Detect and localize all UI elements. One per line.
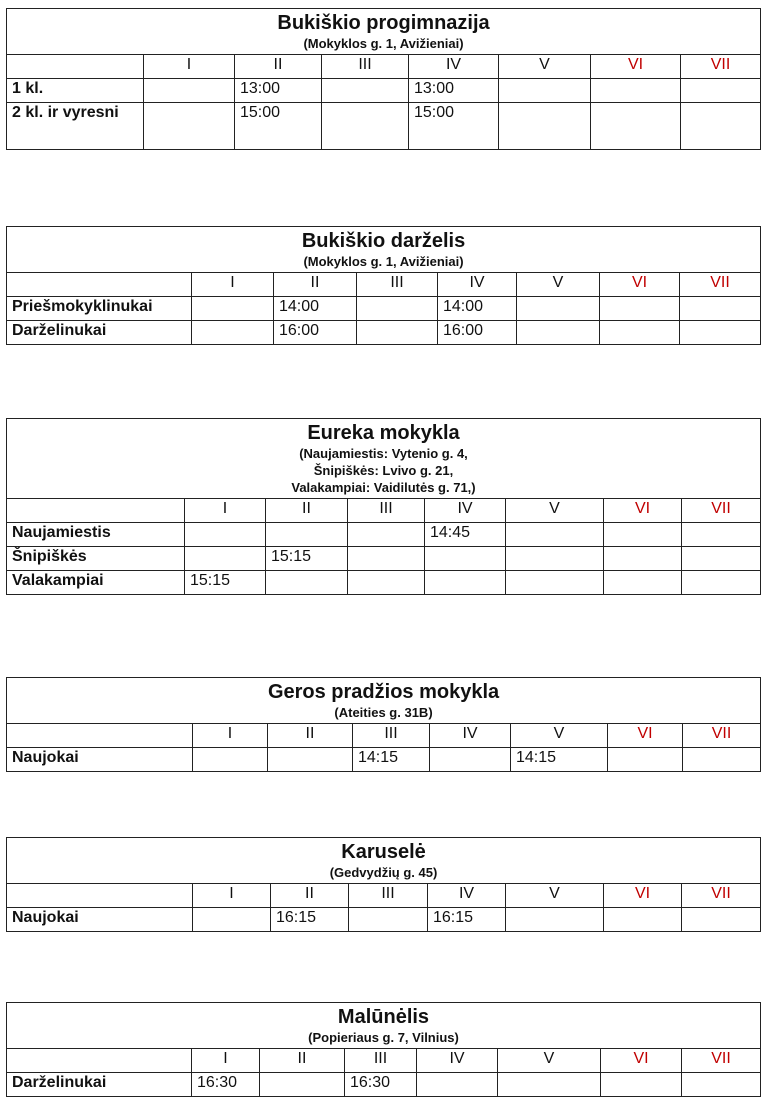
time-cell xyxy=(417,1073,498,1097)
day-5: V xyxy=(506,884,604,908)
time-cell: 14:00 xyxy=(274,297,357,321)
time-cell xyxy=(430,748,511,772)
school-address: (Popieriaus g. 7, Vilnius) xyxy=(308,1030,459,1045)
table-row xyxy=(7,321,761,345)
day-2: II xyxy=(274,273,357,297)
time-cell xyxy=(680,297,761,321)
time-cell: 16:30 xyxy=(345,1073,417,1097)
table-header xyxy=(7,838,761,884)
day-5: V xyxy=(511,724,608,748)
school-title: Karuselė xyxy=(341,841,426,863)
time-cell: 15:15 xyxy=(185,571,266,595)
table-row xyxy=(7,748,761,772)
day-1: I xyxy=(192,273,274,297)
day-5: V xyxy=(498,1049,601,1073)
day-2: II xyxy=(268,724,353,748)
time-cell: 14:00 xyxy=(438,297,517,321)
time-cell xyxy=(266,571,348,595)
table-header xyxy=(7,1003,761,1049)
time-cell xyxy=(499,79,591,103)
corner-cell xyxy=(7,499,185,523)
day-7: VII xyxy=(680,273,761,297)
day-3: III xyxy=(345,1049,417,1073)
day-6: VI xyxy=(604,499,682,523)
schedule-table-bukiskio-darzelis xyxy=(6,226,761,345)
day-4: IV xyxy=(428,884,506,908)
table-header xyxy=(7,678,761,724)
day-1: I xyxy=(193,724,268,748)
row-label: Darželinukai xyxy=(7,1073,192,1097)
row-label: Naujokai xyxy=(7,908,193,932)
time-cell xyxy=(506,571,604,595)
day-3: III xyxy=(349,884,428,908)
day-2: II xyxy=(260,1049,345,1073)
table-header xyxy=(7,227,761,273)
time-cell xyxy=(425,571,506,595)
time-cell: 16:00 xyxy=(274,321,357,345)
time-cell: 14:15 xyxy=(511,748,608,772)
time-cell xyxy=(591,103,681,150)
corner-cell xyxy=(7,273,192,297)
day-6: VI xyxy=(604,884,682,908)
time-cell xyxy=(193,748,268,772)
day-1: I xyxy=(192,1049,260,1073)
day-3: III xyxy=(348,499,425,523)
day-6: VI xyxy=(600,273,680,297)
row-label: Valakampiai xyxy=(7,571,185,595)
time-cell xyxy=(268,748,353,772)
day-1: I xyxy=(193,884,271,908)
time-cell xyxy=(425,547,506,571)
time-cell xyxy=(506,908,604,932)
day-5: V xyxy=(499,55,591,79)
school-address: (Gedvydžių g. 45) xyxy=(329,865,438,880)
time-cell: 16:15 xyxy=(271,908,349,932)
corner-cell xyxy=(7,884,193,908)
schedule-table-eureka-mokykla xyxy=(6,418,761,595)
time-cell xyxy=(499,103,591,150)
time-cell: 13:00 xyxy=(409,79,499,103)
day-4: IV xyxy=(417,1049,498,1073)
table-row xyxy=(7,79,761,103)
time-cell: 16:30 xyxy=(192,1073,260,1097)
school-address-line-2: Šnipiškės: Lvivo g. 21, xyxy=(313,463,454,478)
day-3: III xyxy=(353,724,430,748)
row-label: Naujamiestis xyxy=(7,523,185,547)
time-cell xyxy=(683,748,761,772)
schedule-table-malunelis xyxy=(6,1002,761,1097)
school-address: (Mokyklos g. 1, Avižieniai) xyxy=(303,254,464,269)
table-row xyxy=(7,547,761,571)
time-cell xyxy=(266,523,348,547)
school-address: (Mokyklos g. 1, Avižieniai) xyxy=(303,36,464,51)
school-title: Bukiškio darželis xyxy=(301,230,466,252)
time-cell xyxy=(604,908,682,932)
day-2: II xyxy=(266,499,348,523)
day-7: VII xyxy=(683,724,761,748)
time-cell xyxy=(192,297,274,321)
day-7: VII xyxy=(682,884,761,908)
day-6: VI xyxy=(608,724,683,748)
schedule-table-karusele xyxy=(6,837,761,932)
school-title: Geros pradžios mokykla xyxy=(267,681,500,703)
time-cell xyxy=(517,321,600,345)
day-7: VII xyxy=(682,499,761,523)
time-cell xyxy=(600,321,680,345)
time-cell xyxy=(682,908,761,932)
time-cell xyxy=(591,79,681,103)
day-5: V xyxy=(517,273,600,297)
corner-cell xyxy=(7,724,193,748)
time-cell xyxy=(517,297,600,321)
time-cell xyxy=(144,79,235,103)
table-row xyxy=(7,103,761,150)
time-cell xyxy=(682,571,761,595)
time-cell: 14:45 xyxy=(425,523,506,547)
table-row xyxy=(7,571,761,595)
time-cell xyxy=(357,297,438,321)
row-label: Darželinukai xyxy=(7,321,192,345)
day-4: IV xyxy=(409,55,499,79)
day-2: II xyxy=(271,884,349,908)
day-header-row xyxy=(7,499,761,523)
time-cell: 16:15 xyxy=(428,908,506,932)
time-cell xyxy=(144,103,235,150)
school-address-line-3: Valakampiai: Vaidilutės g. 71,) xyxy=(291,480,476,495)
time-cell: 16:00 xyxy=(438,321,517,345)
time-cell xyxy=(601,1073,682,1097)
day-header-row xyxy=(7,55,761,79)
time-cell xyxy=(681,79,761,103)
table-row xyxy=(7,1073,761,1097)
day-6: VI xyxy=(601,1049,682,1073)
day-4: IV xyxy=(438,273,517,297)
table-header xyxy=(7,419,761,499)
schedule-table-geros-pradzios-mokykla xyxy=(6,677,761,772)
row-label: Naujokai xyxy=(7,748,193,772)
school-address-line-1: (Naujamiestis: Vytenio g. 4, xyxy=(299,446,468,461)
school-title: Malūnėlis xyxy=(337,1006,430,1028)
row-label: Priešmokyklinukai xyxy=(7,297,192,321)
time-cell: 15:15 xyxy=(266,547,348,571)
time-cell xyxy=(192,321,274,345)
school-title: Eureka mokykla xyxy=(307,422,460,444)
time-cell xyxy=(357,321,438,345)
time-cell xyxy=(506,547,604,571)
day-header-row xyxy=(7,884,761,908)
table-header xyxy=(7,9,761,55)
time-cell xyxy=(600,297,680,321)
time-cell xyxy=(604,571,682,595)
time-cell: 13:00 xyxy=(235,79,322,103)
time-cell xyxy=(680,321,761,345)
time-cell xyxy=(185,523,266,547)
time-cell xyxy=(604,547,682,571)
time-cell xyxy=(193,908,271,932)
day-1: I xyxy=(144,55,235,79)
day-5: V xyxy=(506,499,604,523)
day-3: III xyxy=(357,273,438,297)
time-cell xyxy=(682,547,761,571)
time-cell xyxy=(349,908,428,932)
schedule-table-bukiskio-progimnazija xyxy=(6,8,761,150)
time-cell: 15:00 xyxy=(409,103,499,150)
time-cell: 14:15 xyxy=(353,748,430,772)
table-row xyxy=(7,908,761,932)
time-cell xyxy=(260,1073,345,1097)
row-label: Šnipiškės xyxy=(7,547,185,571)
table-row xyxy=(7,523,761,547)
row-label: 1 kl. xyxy=(7,79,144,103)
day-6: VI xyxy=(591,55,681,79)
day-2: II xyxy=(235,55,322,79)
time-cell xyxy=(681,103,761,150)
time-cell xyxy=(322,79,409,103)
day-4: IV xyxy=(425,499,506,523)
day-header-row xyxy=(7,724,761,748)
corner-cell xyxy=(7,55,144,79)
time-cell xyxy=(682,1073,761,1097)
corner-cell xyxy=(7,1049,192,1073)
row-label: 2 kl. ir vyresni xyxy=(7,103,144,150)
day-3: III xyxy=(322,55,409,79)
day-7: VII xyxy=(682,1049,761,1073)
time-cell xyxy=(322,103,409,150)
time-cell xyxy=(682,523,761,547)
day-1: I xyxy=(185,499,266,523)
time-cell xyxy=(604,523,682,547)
time-cell xyxy=(185,547,266,571)
school-address: (Ateities g. 31B) xyxy=(334,705,433,720)
day-4: IV xyxy=(430,724,511,748)
time-cell xyxy=(608,748,683,772)
time-cell xyxy=(348,571,425,595)
time-cell: 15:00 xyxy=(235,103,322,150)
table-row xyxy=(7,297,761,321)
school-title: Bukiškio progimnazija xyxy=(277,12,490,34)
time-cell xyxy=(348,523,425,547)
day-7: VII xyxy=(681,55,761,79)
day-header-row xyxy=(7,1049,761,1073)
day-header-row xyxy=(7,273,761,297)
time-cell xyxy=(498,1073,601,1097)
time-cell xyxy=(348,547,425,571)
time-cell xyxy=(506,523,604,547)
